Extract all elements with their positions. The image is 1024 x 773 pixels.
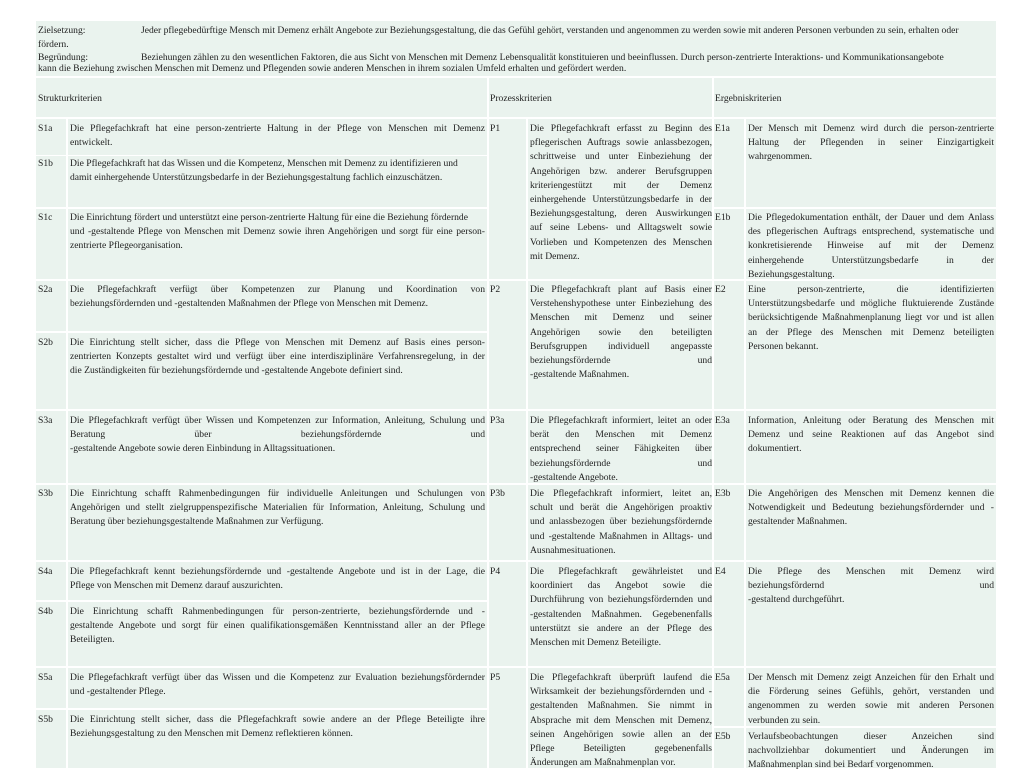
text-line: Angehörigen und stellt zielgruppenspezifische Materialien für Information, Anleitung, Schulung und xyxy=(70,502,485,514)
criterion-id: P1 xyxy=(490,123,501,134)
text-line: Vorlieben und Kompetenzen des Menschen xyxy=(530,236,712,248)
text-line: Beratung über beziehungsgestaltende Maßnahmen zur Verfügung. xyxy=(70,516,324,528)
strukturkriterium-s5b-text xyxy=(70,713,485,741)
ergebniskriterium-e1b-text xyxy=(748,211,994,282)
header-ergebniskriterien: Ergebniskriterien xyxy=(715,93,782,104)
text-line: schrittweise und unter Einbeziehung der xyxy=(530,151,712,163)
text-line: unterstützt sie andere an der Pflege des xyxy=(530,622,712,634)
text-line: entwickelt. xyxy=(70,137,113,149)
strukturkriterium-s3a-text xyxy=(70,414,485,457)
text-line: koordiniert das Angebot sowie die xyxy=(530,580,712,592)
text-line: Die Einrichtung fördert und unterstützt eine person-zentrierte Haltung für eine die Beziehung fördernde xyxy=(70,212,468,223)
prozesskriterium-p1-text xyxy=(530,122,712,264)
text-line: berücksichtigende Maßnahmenplanung liegt vor und ist allen xyxy=(748,312,994,324)
text-line: einhergehende Unterstützungsbedarfe in der xyxy=(748,254,994,266)
text-line: und anlassbezogen über beziehungsfördernde xyxy=(530,516,712,528)
text-line: mit Demenz. xyxy=(530,250,580,262)
criterion-id: S4b xyxy=(38,606,53,617)
text-line: Die Pflegefachkraft gewährleistet und xyxy=(530,566,712,577)
text-line: des pflegerischen Auftrags entsprechend, systematische und xyxy=(748,226,994,238)
text-line: Pflege von Menschen mit Demenz darauf auszurichten. xyxy=(70,580,283,592)
text-line: Eine person-zentrierte, die identifizierten xyxy=(748,284,994,295)
text-line: Die Angehörigen des Menschen mit Demenz kennen die xyxy=(748,488,994,499)
text-line: -gestaltende Angebote. xyxy=(530,471,618,483)
text-line: Menschen mit Demenz Beteiligte. xyxy=(530,637,662,649)
text-line: gestaltenden Maßnahmen. Sie nimmt in xyxy=(530,700,712,712)
text-line: Ausnahmesituationen. xyxy=(530,544,616,556)
text-line: beziehungsfördernde und xyxy=(530,355,712,367)
text-line: pflegerischen Auftrags sowie anlassbezogen, xyxy=(530,137,712,149)
text-line: berät den Menschen mit Demenz xyxy=(530,429,712,441)
criterion-id: S3b xyxy=(38,488,53,499)
prozesskriterium-p2-text xyxy=(530,283,712,382)
text-line: die Förderung seines Gefühls, gehört, verstanden und xyxy=(748,686,994,698)
text-line: Die Pflegefachkraft verfügt über Kompetenzen zur Planung und Koordination von xyxy=(70,284,485,295)
text-line: konkretisierende Hinweise auf mit der Demenz xyxy=(748,240,994,252)
text-line: Die Pflegefachkraft überprüft laufend die xyxy=(530,672,712,683)
strukturkriterium-s4a-text xyxy=(70,565,485,593)
prozesskriterium-p3b-text xyxy=(530,487,712,558)
text-line: angenommen zu werden sowie mit anderen Personen xyxy=(748,700,994,712)
begruendung-label: Begründung: xyxy=(38,52,89,63)
criterion-id: E3b xyxy=(715,488,731,499)
text-line: an der Pflege des Menschen mit Demenz beteiligten xyxy=(748,326,994,338)
text-line: gestaltender Maßnahmen. xyxy=(748,516,848,528)
text-line: Pflege Beteiligten gegebenenfalls xyxy=(530,743,712,755)
text-line: kriteriengestützt mit der Demenz xyxy=(530,179,712,191)
text-line: Die Pflegefachkraft plant auf Basis einer xyxy=(530,284,712,295)
text-line: Menschen mit Demenz und seiner xyxy=(530,312,712,324)
criterion-id: S3a xyxy=(38,415,53,426)
strukturkriterium-s4b-text xyxy=(70,605,485,648)
text-line: Die Pflegefachkraft verfügt über Wissen und Kompetenzen zur Information, Anleitung, Schulung und xyxy=(70,415,485,426)
ergebniskriterium-e3a-text xyxy=(748,414,994,457)
text-line: Beziehungsgestaltung zu den Menschen mit Demenz reflektieren können. xyxy=(70,728,353,740)
ergebniskriterium-e2-text xyxy=(748,283,994,354)
text-line: Die Einrichtung stellt sicher, dass die Pflegefachkraft sowie andere an der Pflege Beteiligte ihre xyxy=(70,714,485,725)
header-strukturkriterien: Strukturkriterien xyxy=(38,93,102,104)
prozesskriterium-p3a-text xyxy=(530,414,712,485)
criterion-id: E5a xyxy=(715,672,730,683)
zielsetzung-label: Zielsetzung: xyxy=(38,25,86,36)
text-line: Die Pflegefachkraft hat das Wissen und die Kompetenz, Menschen mit Demenz zu identifizieren und xyxy=(70,158,458,169)
text-line: Personen bekannt. xyxy=(748,340,819,352)
text-line: Die Einrichtung stellt sicher, dass die Pflege von Menschen mit Demenz auf Basis eines person- xyxy=(70,337,485,348)
text-line: dokumentiert. xyxy=(748,443,802,455)
text-line: Beteiligten. xyxy=(70,634,115,646)
ergebniskriterium-e5b-text xyxy=(748,730,994,773)
text-line: Änderungen am Maßnahmenplan vor. xyxy=(530,757,676,769)
text-line: entsprechend seiner Fähigkeiten über xyxy=(530,443,712,455)
text-line: Angehörigen sowie den beteiligten xyxy=(530,326,712,338)
text-line: Maßnahmenplan sind bei Bedarf vorgenommen. xyxy=(748,759,934,771)
p2-id-cell xyxy=(489,281,526,409)
text-line: Absprache mit dem Menschen mit Demenz, xyxy=(530,714,712,726)
text-line: Die Pflegefachkraft erfasst zu Beginn des xyxy=(530,123,712,134)
text-line: gestaltende Angebote und sorgt für einen qualifikationsgemäßen Kenntnisstand aller an der Pflege xyxy=(70,620,485,632)
strukturkriterium-s1b-text xyxy=(70,157,485,185)
text-line: Wirksamkeit der beziehungsfördernden und - xyxy=(530,686,712,698)
strukturkriterium-s5a-text xyxy=(70,671,485,699)
zielsetzung-text: Jeder pflegebedürftige Mensch mit Demenz erhält Angebote zur Beziehungsgestaltung, die das Gefühl gehört, verstanden und angenommen zu werden sowie mit anderen Personen verbunden zu sein, erhalten oder xyxy=(141,25,959,36)
text-line: Der Mensch mit Demenz wird durch die person-zentrierte xyxy=(748,123,994,134)
text-line: Durchführung von beziehungsfördernden und xyxy=(530,594,712,606)
ergebniskriterium-e4-text xyxy=(748,565,994,608)
text-line: damit einhergehende Unterstützungsbedarfe in der Beziehungsgestaltung fachlich einzuschätzen. xyxy=(70,172,443,184)
header-prozesskriterien: Prozesskriterien xyxy=(490,93,552,104)
text-line: seinen Angehörigen sowie allen an der xyxy=(530,728,712,740)
criterion-id: S1b xyxy=(38,158,53,169)
text-line: beziehungsfördernd und xyxy=(748,580,994,592)
text-line: Angehörigen bzw. anderer Berufsgruppen xyxy=(530,165,712,177)
text-line: Unterstützungsbedarfe und mögliche fluktuierende Zustände xyxy=(748,298,994,310)
header-struktur-cell xyxy=(36,78,487,117)
text-line: und -gestaltende Maßnahmen in Alltags- und xyxy=(530,530,712,542)
criterion-id: S2b xyxy=(38,337,53,348)
text-line: -gestaltend durchgeführt. xyxy=(748,594,845,606)
criterion-id: S5b xyxy=(38,714,53,725)
text-line: Beziehungsgestaltung, deren Auswirkungen xyxy=(530,208,712,220)
text-line: Demenz und seine Reaktionen auf das Angebot sind xyxy=(748,429,994,441)
strukturkriterium-s2b-text xyxy=(70,336,485,379)
criterion-id: E1a xyxy=(715,123,730,134)
p1-id-cell xyxy=(489,119,526,279)
begruendung-text-cont: kann die Beziehung zwischen Menschen mit Demenz und Pflegenden sowie anderen Menschen in ihrem sozialen Umfeld erhalten und gefördert werden. xyxy=(38,63,627,74)
text-line: verbunden zu sein. xyxy=(748,714,821,726)
criterion-id: S4a xyxy=(38,566,53,577)
begruendung-text: Beziehungen zählen zu den wesentlichen Faktoren, die aus Sicht von Menschen mit Demenz Lebensqualität konstituieren und beeinflussen. Durch person-zentrierte Interaktions- und Kommunikationsangebote xyxy=(141,52,944,63)
text-line: beziehungsfördernde und xyxy=(530,457,712,469)
text-line: schult und berät die Angehörigen proaktiv xyxy=(530,502,712,514)
text-line: Notwendigkeit und Bedeutung beziehungsfördernder und - xyxy=(748,502,994,514)
text-line: Die Pflegefachkraft kennt beziehungsfördernde und -gestaltende Angebote und ist in der Lage, die xyxy=(70,566,485,577)
zielsetzung-text-cont: fördern. xyxy=(38,39,69,50)
text-line: Die Pflegefachkraft hat eine person-zentrierte Haltung in der Pflege von Menschen mit Demenz xyxy=(70,123,485,134)
text-line: Die Einrichtung schafft Rahmenbedingungen für individuelle Anleitungen und Schulungen von xyxy=(70,488,485,499)
criterion-id: E1b xyxy=(715,212,731,223)
text-line: Die Einrichtung schafft Rahmenbedingungen für person-zentrierte, beziehungsfördernde und - xyxy=(70,606,485,617)
prozesskriterium-p5-text xyxy=(530,671,712,770)
criterion-id: S1c xyxy=(38,212,53,223)
criterion-id: S1a xyxy=(38,123,53,134)
criterion-id: E2 xyxy=(715,284,726,295)
text-line: Die Pflege des Menschen mit Demenz wird xyxy=(748,566,994,577)
strukturkriterium-s2a-text xyxy=(70,283,485,311)
text-line: Der Mensch mit Demenz zeigt Anzeichen für den Erhalt und xyxy=(748,672,994,683)
criterion-id: S2a xyxy=(38,284,53,295)
text-line: Die Pflegefachkraft verfügt über das Wissen und die Kompetenz zur Evaluation beziehungsfördernder xyxy=(70,672,485,683)
text-line: beziehungsfördernden und -gestaltenden Maßnahmen der Pflege von Menschen mit Demenz. xyxy=(70,298,429,310)
strukturkriterium-s1c-text xyxy=(70,211,485,254)
strukturkriterium-s1a-text xyxy=(70,122,485,150)
text-line: Die Pflegefachkraft informiert, leitet an, xyxy=(530,488,712,499)
text-line: -gestaltende Maßnahmen. xyxy=(530,369,630,381)
text-line: nachvollziehbar dokumentiert und Änderungen im xyxy=(748,745,994,757)
text-line: Die Pflegefachkraft informiert, leitet an oder xyxy=(530,415,712,426)
ergebniskriterium-e3b-text xyxy=(748,487,994,530)
criterion-id: P3b xyxy=(490,488,505,499)
text-line: einhergehende Unterstützungsbedarfe in der xyxy=(530,194,712,206)
text-line: Verlaufsbeobachtungen dieser Anzeichen sind xyxy=(748,731,994,742)
text-line: wahrgenommen. xyxy=(748,151,813,163)
criterion-id: E4 xyxy=(715,566,726,577)
text-line: Beratung über beziehungsfördernde und xyxy=(70,429,485,441)
criterion-id: S5a xyxy=(38,672,53,683)
text-line: auf seine Lebens- und Alltagswelt sowie xyxy=(530,222,712,234)
strukturkriterium-s3b-text xyxy=(70,487,485,530)
text-line: Verstehenshypothese unter Einbeziehung des xyxy=(530,298,712,310)
text-line: Beziehungsgestaltung. xyxy=(748,268,835,280)
text-line: Information, Anleitung oder Beratung des Menschen mit xyxy=(748,415,994,426)
ergebniskriterium-e5a-text xyxy=(748,671,994,728)
text-line: zentrierte Pflegeorganisation. xyxy=(70,240,183,252)
text-line: zentrierten Konzepts gestaltet wird und verfügt über eine interdisziplinäre Verfahrensregelung, in der xyxy=(70,351,485,363)
text-line: die Zuständigkeiten für beziehungsfördernde und -gestaltende Angebote definiert sind. xyxy=(70,365,403,377)
text-line: Berufsgruppen individuell angepasste xyxy=(530,340,712,352)
criterion-id: E5b xyxy=(715,731,731,742)
prozesskriterium-p4-text xyxy=(530,565,712,650)
e2-id-cell xyxy=(714,281,744,409)
criterion-id: P2 xyxy=(490,284,501,295)
text-line: und -gestaltender Pflege. xyxy=(70,686,166,698)
text-line: -gestaltende Angebote sowie deren Einbindung in Alltagssituationen. xyxy=(70,443,336,455)
criterion-id: P3a xyxy=(490,415,505,426)
criterion-id: E3a xyxy=(715,415,730,426)
text-line: -gestaltenden Maßnahmen. Gegebenenfalls xyxy=(530,608,712,620)
ergebniskriterium-e1a-text xyxy=(748,122,994,165)
criterion-id: P5 xyxy=(490,672,501,683)
text-line: Die Pflegedokumentation enthält, der Dauer und dem Anlass xyxy=(748,212,994,223)
criterion-id: P4 xyxy=(490,566,501,577)
text-line: und -gestaltende Pflege von Menschen mit Demenz sowie ihren Angehörigen und sorgt für eine person- xyxy=(70,226,485,238)
text-line: Haltung der Pflegenden in seiner Einzigartigkeit xyxy=(748,137,994,149)
